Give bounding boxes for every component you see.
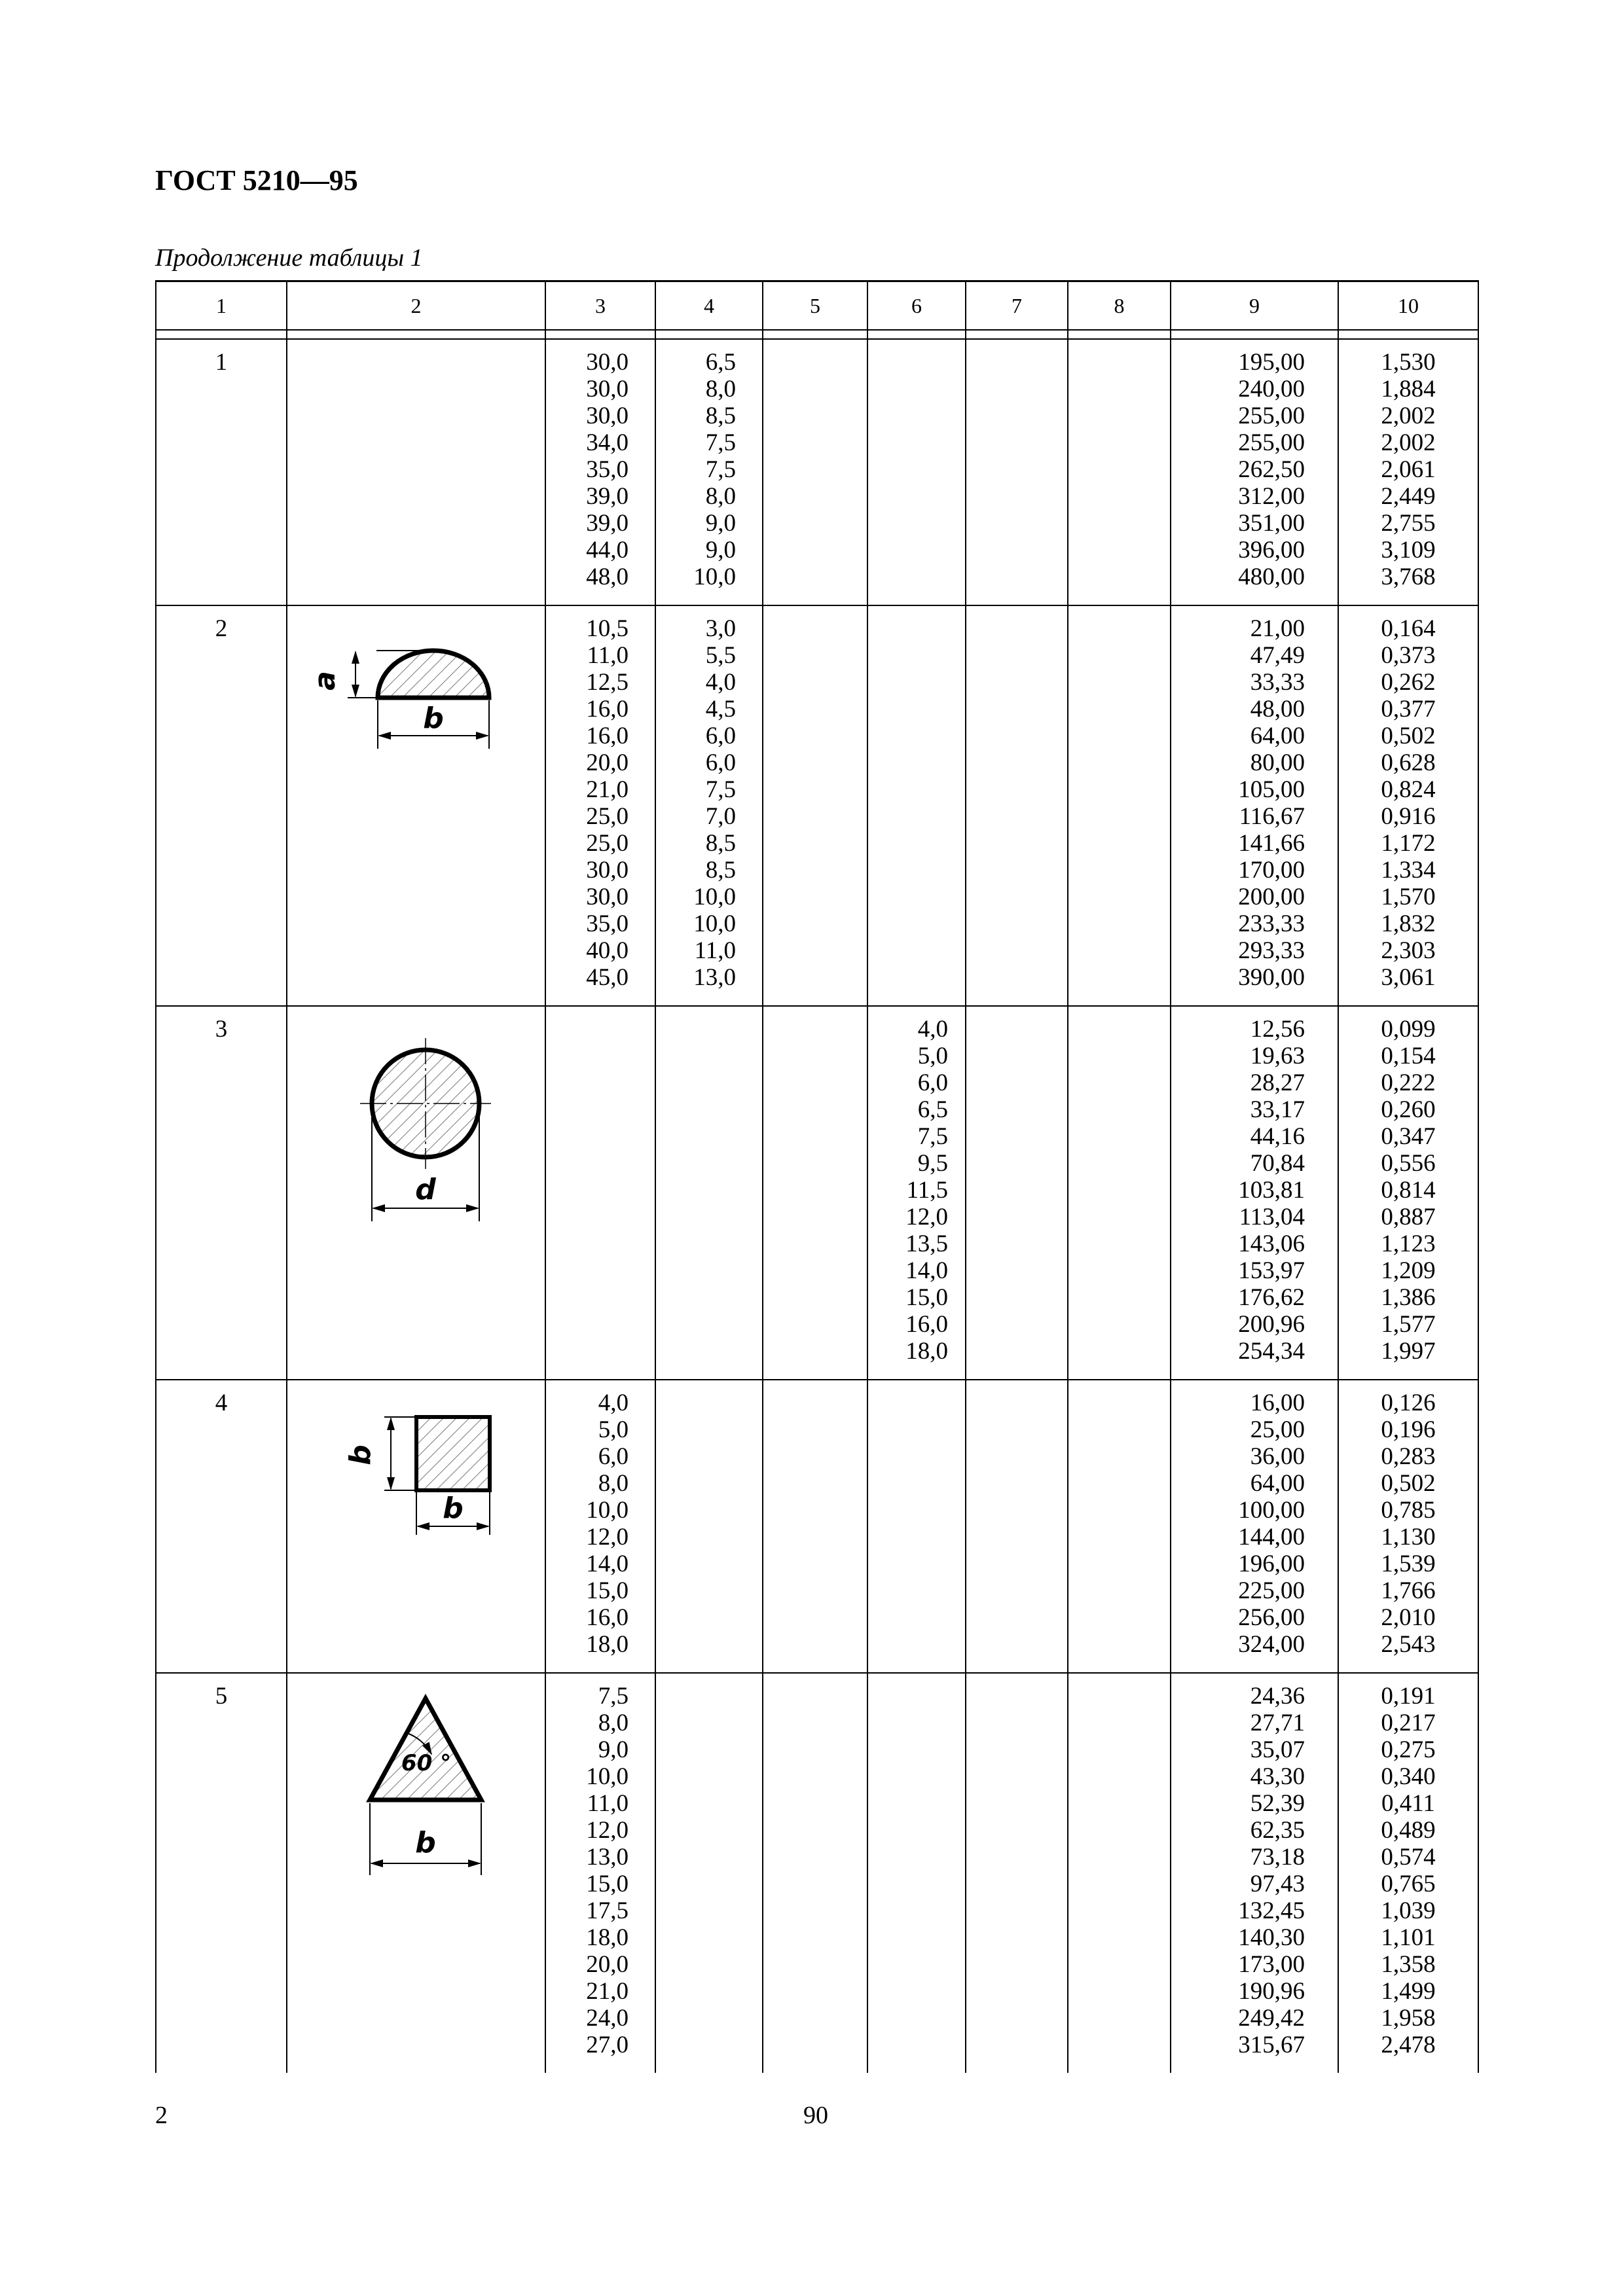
value-10: 0,262 [1381,669,1436,696]
value-3: 10,0 [586,1763,629,1790]
value-9: 200,00 [1238,884,1305,910]
value-9: 43,30 [1250,1763,1305,1790]
value-9: 256,00 [1238,1604,1305,1631]
value-3: 11,0 [587,642,629,669]
column-9-cell [1171,1380,1338,1673]
value-10: 1,386 [1381,1284,1436,1311]
row-number: 3 [215,1016,228,1043]
column-7-cell [966,339,1068,605]
value-3: 13,0 [586,1844,629,1871]
column-8-cell [1068,339,1171,605]
value-10: 3,109 [1381,537,1436,564]
value-10: 0,191 [1381,1683,1436,1710]
row-number: 4 [215,1390,228,1416]
value-3: 20,0 [586,749,629,776]
value-3: 20,0 [586,1951,629,1978]
profile-figure-cell [287,339,545,605]
value-9: 262,50 [1238,456,1305,483]
column-5-cell [763,1380,867,1673]
value-10: 2,303 [1381,937,1436,964]
column-4-cell [655,605,763,1006]
value-9: 105,00 [1238,776,1305,803]
value-10: 1,539 [1381,1551,1436,1577]
column-header-5: 5 [763,281,867,331]
value-9: 249,42 [1238,2005,1305,2032]
value-10: 2,478 [1381,2032,1436,2058]
table-row-1 [156,339,1478,605]
column-5-cell [763,1673,867,2073]
row-number-cell [156,605,287,1006]
value-10: 1,570 [1381,884,1436,910]
value-4: 7,5 [705,429,736,456]
profile-figure-cell [287,605,545,1006]
value-10: 1,832 [1381,910,1436,937]
figure-label-b: b [415,1826,436,1859]
value-6: 11,5 [906,1177,948,1204]
value-3: 12,0 [586,1817,629,1844]
value-9: 97,43 [1250,1871,1305,1897]
value-3: 30,0 [586,376,629,403]
value-9: 100,00 [1238,1497,1305,1524]
column-3-cell [545,605,655,1006]
column-header-8: 8 [1068,281,1171,331]
column-3-cell [545,1006,655,1380]
value-4: 7,5 [705,776,736,803]
value-4: 7,0 [705,803,736,830]
value-10: 2,010 [1381,1604,1436,1631]
table-row-5 [156,1673,1478,2073]
value-10: 0,196 [1381,1416,1436,1443]
value-3: 16,0 [586,1604,629,1631]
value-4: 11,0 [694,937,736,964]
value-10: 0,628 [1381,749,1436,776]
column-3-cell [545,1673,655,2073]
column-7-cell [966,1006,1068,1380]
value-9: 52,39 [1250,1790,1305,1817]
value-3: 7,5 [598,1683,629,1710]
value-9: 70,84 [1250,1150,1305,1177]
value-4: 13,0 [693,964,736,991]
value-4: 4,0 [705,669,736,696]
value-10: 1,209 [1381,1257,1436,1284]
column-header-1: 1 [156,281,287,331]
value-9: 80,00 [1250,749,1305,776]
value-9: 44,16 [1250,1123,1305,1150]
value-9: 24,36 [1250,1683,1305,1710]
value-9: 196,00 [1238,1551,1305,1577]
value-10: 0,411 [1381,1790,1435,1817]
value-3: 25,0 [586,803,629,830]
value-4: 6,5 [705,349,736,376]
value-10: 1,039 [1381,1897,1436,1924]
figure-label-b-horizontal: b [443,1492,464,1525]
value-3: 8,0 [598,1710,629,1736]
value-3: 45,0 [586,964,629,991]
value-9: 233,33 [1238,910,1305,937]
value-6: 13,5 [905,1230,948,1257]
value-10: 2,755 [1381,510,1436,537]
page-number: 90 [803,2102,828,2129]
column-header-6: 6 [867,281,966,331]
value-10: 1,358 [1381,1951,1436,1978]
value-9: 27,71 [1250,1710,1305,1736]
value-9: 141,66 [1238,830,1305,857]
figure-label-b: b [423,702,444,735]
value-10: 0,916 [1381,803,1436,830]
value-3: 48,0 [586,564,629,590]
value-10: 0,765 [1381,1871,1436,1897]
value-3: 11,0 [587,1790,629,1817]
figure-label-angle: 60 ° [401,1750,452,1776]
value-3: 12,0 [586,1524,629,1551]
value-3: 34,0 [586,429,629,456]
value-4: 10,0 [693,910,736,937]
column-7-cell [966,1673,1068,2073]
column-4-cell [655,1380,763,1673]
column-9-cell [1171,605,1338,1006]
value-9: 140,30 [1238,1924,1305,1951]
value-10: 1,958 [1381,2005,1436,2032]
value-10: 0,887 [1381,1204,1436,1230]
value-9: 33,17 [1250,1096,1305,1123]
value-10: 0,502 [1381,723,1436,749]
column-4-cell [655,1673,763,2073]
value-9: 315,67 [1238,2032,1305,2058]
square-profile-drawing [287,1392,546,1543]
value-10: 2,061 [1381,456,1436,483]
value-9: 116,67 [1239,803,1305,830]
column-8-cell [1068,1006,1171,1380]
value-9: 255,00 [1238,429,1305,456]
value-10: 0,373 [1381,642,1436,669]
column-8-cell [1068,605,1171,1006]
value-9: 16,00 [1250,1390,1305,1416]
value-3: 35,0 [586,456,629,483]
column-header-10: 10 [1338,281,1478,331]
value-10: 0,574 [1381,1844,1436,1871]
value-6: 14,0 [905,1257,948,1284]
value-4: 8,0 [705,376,736,403]
column-6-cell [867,1006,966,1380]
column-9-cell [1171,1673,1338,2073]
column-header-7: 7 [966,281,1068,331]
column-6-cell [867,1673,966,2073]
value-6: 16,0 [905,1311,948,1338]
figure-label-b-vertical: b [344,1444,377,1465]
row-number: 1 [215,349,228,376]
value-4: 8,5 [705,403,736,429]
value-10: 0,164 [1381,615,1436,642]
value-9: 240,00 [1238,376,1305,403]
document-title: ГОСТ 5210—95 [155,164,358,196]
column-5-cell [763,605,867,1006]
value-10: 2,002 [1381,403,1436,429]
value-9: 351,00 [1238,510,1305,537]
column-10-cell [1338,605,1478,1006]
column-9-cell [1171,1006,1338,1380]
value-10: 0,283 [1381,1443,1436,1470]
value-9: 153,97 [1238,1257,1305,1284]
row-number-cell [156,1673,287,2073]
table-row-3 [156,1006,1478,1380]
value-4: 8,0 [705,483,736,510]
value-10: 0,217 [1381,1710,1436,1736]
value-9: 12,56 [1250,1016,1305,1043]
round-profile-drawing [287,1018,546,1234]
value-9: 144,00 [1238,1524,1305,1551]
value-3: 21,0 [586,1978,629,2005]
header-gap [156,330,1478,339]
column-10-cell [1338,1006,1478,1380]
figure-label-d: d [415,1173,436,1206]
value-6: 18,0 [905,1338,948,1365]
row-number-cell [156,1006,287,1380]
value-4: 9,0 [705,510,736,537]
value-3: 44,0 [586,537,629,564]
profile-figure-cell [287,1673,545,2073]
value-10: 1,997 [1381,1338,1436,1365]
value-6: 6,0 [917,1069,948,1096]
value-3: 18,0 [586,1924,629,1951]
value-10: 1,123 [1381,1230,1436,1257]
value-3: 16,0 [586,723,629,749]
value-9: 195,00 [1238,349,1305,376]
table-header-row [156,281,1478,331]
value-3: 8,0 [598,1470,629,1497]
value-3: 17,5 [586,1897,629,1924]
value-3: 14,0 [586,1551,629,1577]
value-9: 28,27 [1250,1069,1305,1096]
value-4: 9,0 [705,537,736,564]
value-3: 10,0 [586,1497,629,1524]
value-3: 4,0 [598,1390,629,1416]
value-10: 1,101 [1381,1924,1436,1951]
value-10: 0,556 [1381,1150,1436,1177]
value-10: 1,884 [1381,376,1436,403]
value-3: 9,0 [598,1736,629,1763]
value-6: 9,5 [917,1150,948,1177]
value-3: 21,0 [586,776,629,803]
column-5-cell [763,339,867,605]
row-number-cell [156,1380,287,1673]
value-10: 3,061 [1381,964,1436,991]
value-9: 19,63 [1250,1043,1305,1069]
value-3: 40,0 [586,937,629,964]
value-9: 25,00 [1250,1416,1305,1443]
value-3: 30,0 [586,884,629,910]
value-9: 33,33 [1250,669,1305,696]
value-3: 30,0 [586,349,629,376]
value-9: 312,00 [1238,483,1305,510]
value-4: 5,5 [705,642,736,669]
value-10: 0,814 [1381,1177,1436,1204]
value-10: 2,449 [1381,483,1436,510]
value-10: 0,222 [1381,1069,1436,1096]
triangle-profile-drawing [287,1685,546,1895]
value-10: 0,824 [1381,776,1436,803]
value-10: 3,768 [1381,564,1436,590]
value-9: 170,00 [1238,857,1305,884]
value-3: 39,0 [586,510,629,537]
column-7-cell [966,605,1068,1006]
value-3: 5,0 [598,1416,629,1443]
value-4: 10,0 [693,884,736,910]
value-4: 7,5 [705,456,736,483]
column-8-cell [1068,1380,1171,1673]
table-row-2 [156,605,1478,1006]
value-10: 0,260 [1381,1096,1436,1123]
profile-table [155,280,1479,2073]
column-header-3: 3 [545,281,655,331]
value-4: 8,5 [705,830,736,857]
value-9: 190,96 [1238,1978,1305,2005]
value-9: 200,96 [1238,1311,1305,1338]
value-6: 4,0 [917,1016,948,1043]
value-9: 64,00 [1250,1470,1305,1497]
column-6-cell [867,605,966,1006]
value-4: 8,5 [705,857,736,884]
value-3: 6,0 [598,1443,629,1470]
profile-figure-cell [287,1380,545,1673]
column-10-cell [1338,1673,1478,2073]
value-10: 0,126 [1381,1390,1436,1416]
value-10: 0,377 [1381,696,1436,723]
value-10: 0,099 [1381,1016,1436,1043]
value-3: 15,0 [586,1871,629,1897]
value-3: 24,0 [586,2005,629,2032]
value-6: 7,5 [917,1123,948,1150]
value-3: 18,0 [586,1631,629,1658]
value-9: 73,18 [1250,1844,1305,1871]
column-3-cell [545,1380,655,1673]
value-9: 103,81 [1238,1177,1305,1204]
value-10: 0,785 [1381,1497,1436,1524]
value-9: 293,33 [1238,937,1305,964]
value-10: 2,002 [1381,429,1436,456]
value-3: 27,0 [586,2032,629,2058]
value-10: 2,543 [1381,1631,1436,1658]
value-9: 480,00 [1238,564,1305,590]
value-10: 1,499 [1381,1978,1436,2005]
figure-label-a: a [308,671,342,691]
value-9: 62,35 [1250,1817,1305,1844]
value-9: 390,00 [1238,964,1305,991]
value-3: 39,0 [586,483,629,510]
value-6: 12,0 [905,1204,948,1230]
value-9: 47,49 [1250,642,1305,669]
value-10: 0,347 [1381,1123,1436,1150]
column-10-cell [1338,339,1478,605]
value-6: 5,0 [917,1043,948,1069]
value-3: 25,0 [586,830,629,857]
value-3: 15,0 [586,1577,629,1604]
value-3: 10,5 [586,615,629,642]
column-9-cell [1171,339,1338,605]
value-10: 1,334 [1381,857,1436,884]
value-9: 255,00 [1238,403,1305,429]
value-4: 6,0 [705,749,736,776]
value-6: 15,0 [905,1284,948,1311]
value-9: 176,62 [1238,1284,1305,1311]
value-10: 0,489 [1381,1817,1436,1844]
column-6-cell [867,1380,966,1673]
value-9: 64,00 [1250,723,1305,749]
value-10: 0,502 [1381,1470,1436,1497]
value-4: 4,5 [705,696,736,723]
value-3: 16,0 [586,696,629,723]
table-caption: Продолжение таблицы 1 [155,244,423,272]
value-10: 1,530 [1381,349,1436,376]
value-3: 30,0 [586,857,629,884]
value-9: 21,00 [1250,615,1305,642]
value-10: 1,172 [1381,830,1436,857]
column-10-cell [1338,1380,1478,1673]
value-9: 48,00 [1250,696,1305,723]
value-9: 113,04 [1239,1204,1305,1230]
value-9: 35,07 [1250,1736,1305,1763]
value-10: 1,766 [1381,1577,1436,1604]
value-4: 3,0 [705,615,736,642]
value-9: 173,00 [1238,1951,1305,1978]
value-3: 35,0 [586,910,629,937]
column-6-cell [867,339,966,605]
table-row-4 [156,1380,1478,1673]
value-4: 10,0 [693,564,736,590]
value-4: 6,0 [705,723,736,749]
row-number: 5 [215,1683,228,1710]
column-header-9: 9 [1171,281,1338,331]
column-header-2: 2 [287,281,545,331]
value-9: 132,45 [1238,1897,1305,1924]
value-10: 0,154 [1381,1043,1436,1069]
profile-figure-cell [287,1006,545,1380]
value-10: 1,577 [1381,1311,1436,1338]
column-header-4: 4 [655,281,763,331]
column-8-cell [1068,1673,1171,2073]
column-7-cell [966,1380,1068,1673]
column-3-cell [545,339,655,605]
value-10: 1,130 [1381,1524,1436,1551]
value-10: 0,275 [1381,1736,1436,1763]
value-9: 225,00 [1238,1577,1305,1604]
value-9: 36,00 [1250,1443,1305,1470]
value-9: 254,34 [1238,1338,1305,1365]
row-number: 2 [215,615,228,642]
half-round-profile-drawing [287,618,546,762]
column-4-cell [655,1006,763,1380]
column-5-cell [763,1006,867,1380]
row-number-cell [156,339,287,605]
column-4-cell [655,339,763,605]
value-9: 396,00 [1238,537,1305,564]
value-9: 324,00 [1238,1631,1305,1658]
value-3: 30,0 [586,403,629,429]
value-10: 0,340 [1381,1763,1436,1790]
value-3: 12,5 [586,669,629,696]
value-9: 143,06 [1238,1230,1305,1257]
value-6: 6,5 [917,1096,948,1123]
footer-left-number: 2 [155,2102,168,2129]
